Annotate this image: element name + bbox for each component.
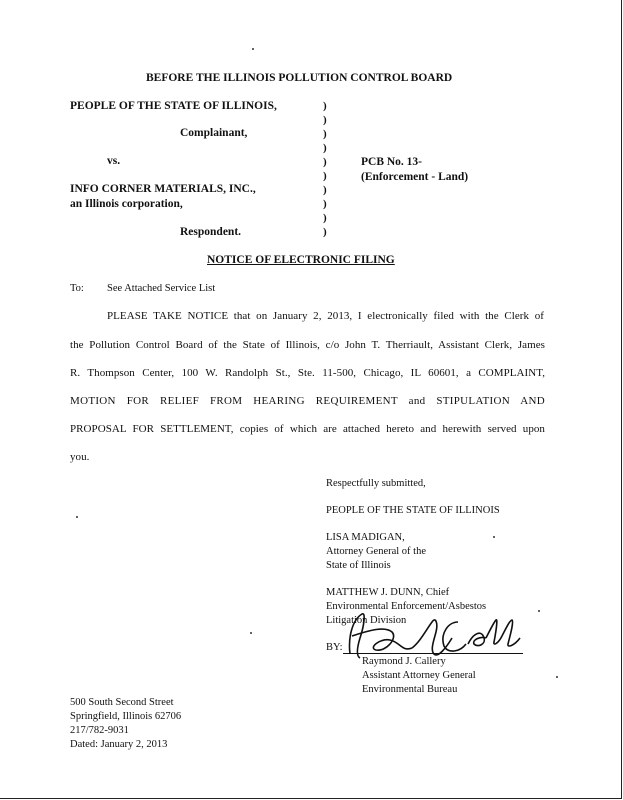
date-line: Dated: January 2, 2013: [70, 739, 168, 750]
party-name: PEOPLE OF THE STATE OF ILLINOIS: [326, 505, 500, 516]
scan-speck: [556, 676, 558, 678]
to-label: To:: [70, 283, 84, 294]
ag-title: Attorney General of the: [326, 546, 427, 557]
address-street: 500 South Second Street: [70, 697, 174, 708]
ag-state: State of Illinois: [326, 560, 391, 571]
caption-paren: ): [323, 114, 327, 126]
defendant-name: INFO CORNER MATERIALS, INC.,: [70, 183, 256, 195]
caption-paren: ): [323, 212, 327, 224]
ag-name: LISA MADIGAN,: [326, 532, 405, 543]
caption-paren: ): [323, 226, 327, 238]
body-line: the Pollution Control Board of the State of Illinois, c/o John T. Therriault, Assistant Clerk, James: [70, 339, 545, 351]
caption-paren: ): [323, 198, 327, 210]
notice-title: NOTICE OF ELECTRONIC FILING: [207, 254, 395, 266]
address-city: Springfield, Illinois 62706: [70, 711, 182, 722]
case-number: PCB No. 13-: [361, 156, 423, 168]
plaintiff-role: Complainant,: [180, 127, 248, 139]
caption-paren: ): [323, 156, 327, 168]
scan-speck: [252, 48, 254, 50]
body-line: R. Thompson Center, 100 W. Randolph St., Ste. 11-500, Chicago, IL 60601, a COMPLAINT,: [70, 367, 545, 379]
plaintiff-name: PEOPLE OF THE STATE OF ILLINOIS,: [70, 100, 277, 112]
scan-speck: [76, 516, 78, 518]
signer-name: Raymond J. Callery: [362, 656, 446, 667]
body-line: PROPOSAL FOR SETTLEMENT, copies of which are attached hereto and herewith served upon: [70, 423, 545, 435]
division-line2: Litigation Division: [326, 615, 407, 626]
signer-bureau: Environmental Bureau: [362, 684, 458, 695]
caption-paren: ): [323, 184, 327, 196]
body-line: PLEASE TAKE NOTICE that on January 2, 2013, I electronically filed with the Clerk of: [107, 310, 544, 322]
scan-speck: [250, 632, 252, 634]
body-line: MOTION FOR RELIEF FROM HEARING REQUIREMENT and STIPULATION AND: [70, 395, 545, 407]
to-value: See Attached Service List: [107, 283, 216, 294]
versus-label: vs.: [107, 155, 121, 167]
case-type: (Enforcement - Land): [361, 171, 469, 183]
division-line1: Environmental Enforcement/Asbestos: [326, 601, 487, 612]
caption-paren: ): [323, 128, 327, 140]
defendant-description: an Illinois corporation,: [70, 198, 183, 210]
by-label: BY:: [326, 642, 343, 653]
closing: Respectfully submitted,: [326, 478, 426, 489]
signer-title: Assistant Attorney General: [362, 670, 476, 681]
address-phone: 217/782-9031: [70, 725, 129, 736]
chief-name: MATTHEW J. DUNN, Chief: [326, 587, 450, 598]
body-line: you.: [70, 451, 90, 463]
defendant-role: Respondent.: [180, 226, 242, 238]
scan-speck: [538, 610, 540, 612]
caption-paren: ): [323, 142, 327, 154]
scan-speck: [493, 536, 495, 538]
caption-paren: ): [323, 170, 327, 182]
court-heading: BEFORE THE ILLINOIS POLLUTION CONTROL BOARD: [146, 72, 453, 84]
caption-paren: ): [323, 100, 327, 112]
